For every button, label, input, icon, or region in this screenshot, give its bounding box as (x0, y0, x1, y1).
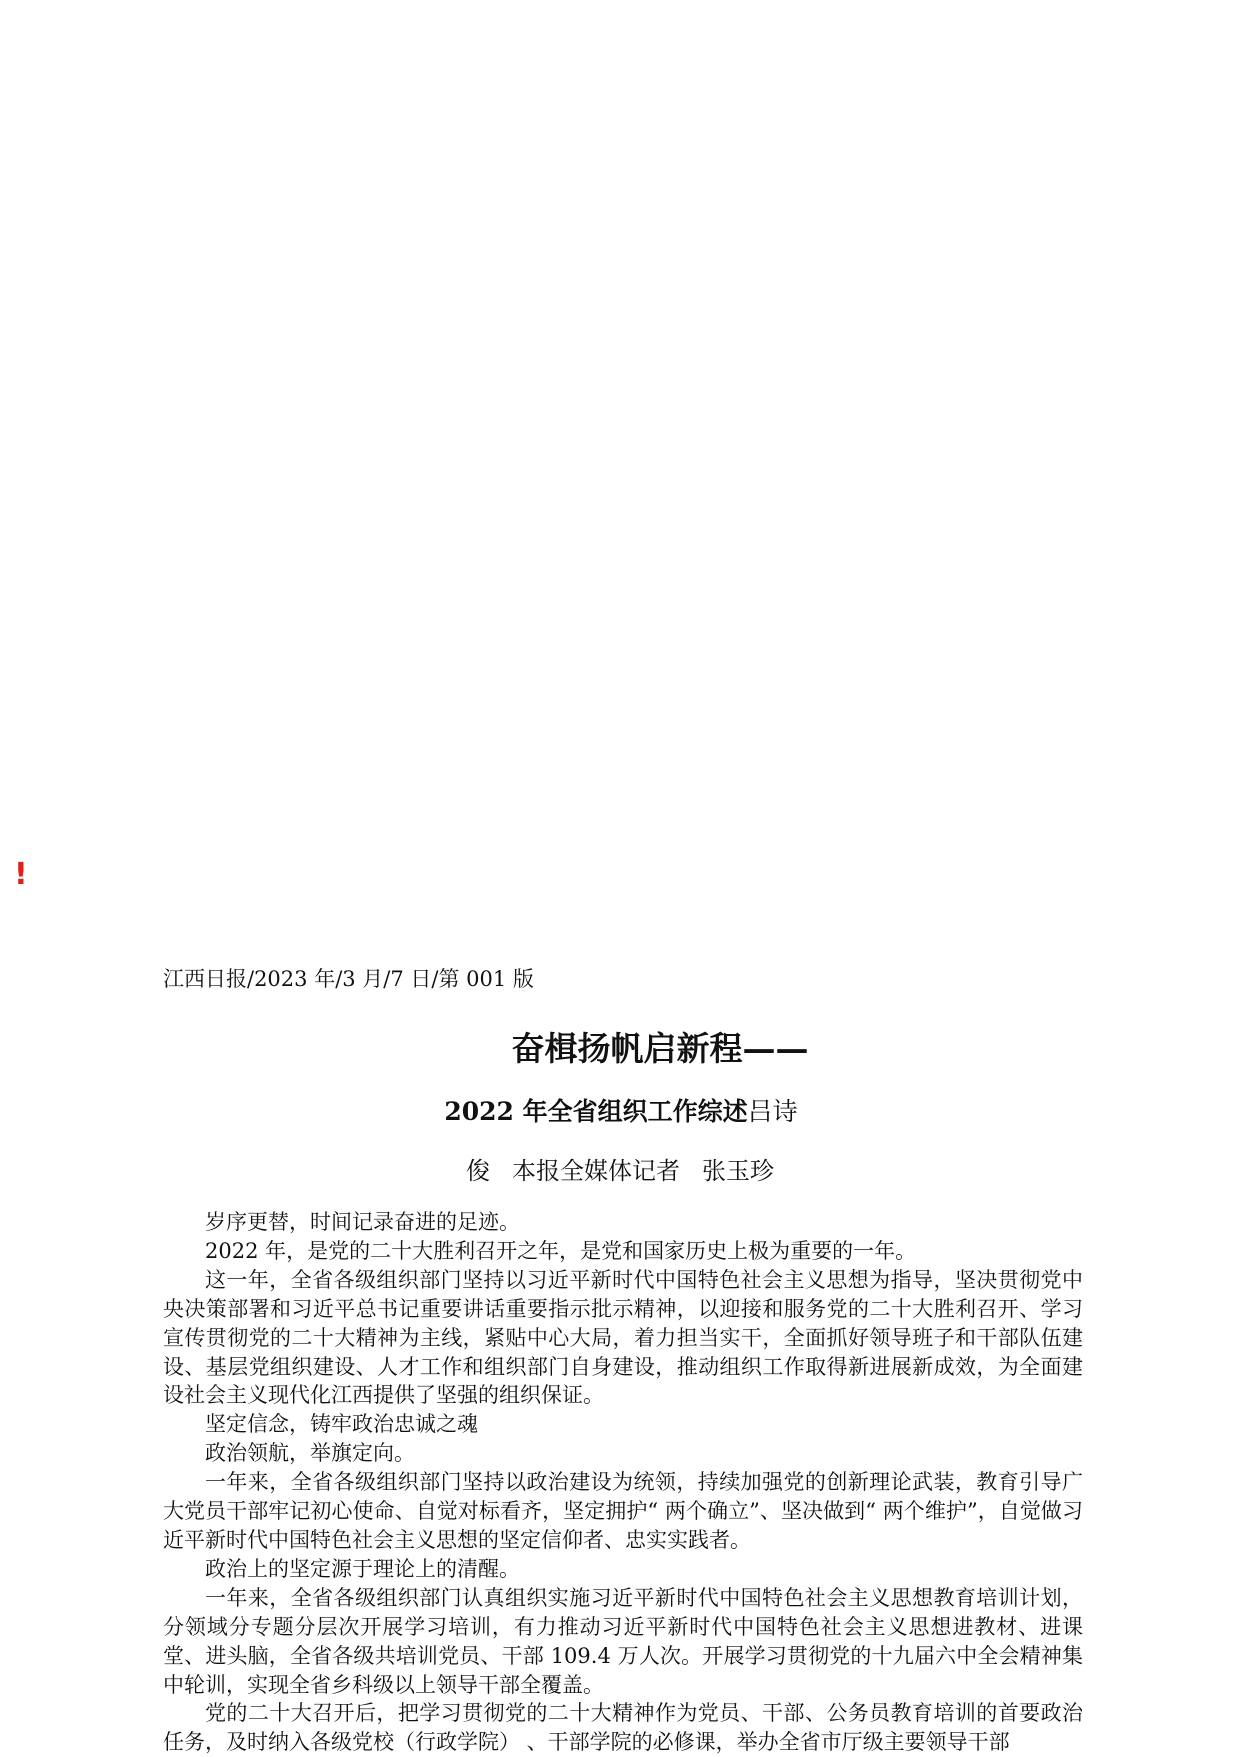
headline-main: 奋楫扬帆启新程—— (511, 1029, 809, 1068)
byline-part-2: 本报全媒体记者 (512, 1157, 680, 1185)
paragraph: 2022 年，是党的二十大胜利召开之年，是党和国家历史上极为重要的一年。 (205, 1238, 917, 1263)
paragraph: 一年来，全省各级组织部门认真组织实施习近平新时代中国特色社会主义思想教育培训计划，分领域分专题分层次开展学习培训，有力推动习近平新时代中国特色社会主义思想进教材、进课堂、进头脑，全省各级共培训党员、干部 109.4 万人次。开展学习贯彻党的十九届六中全会精神集中轮训，实现全省乡科级以上领导干部全覆盖。 (163, 1585, 1083, 1697)
article-body (163, 1208, 1083, 1757)
paragraph: 政治领航，举旗定向。 (205, 1441, 415, 1466)
paragraph: 政治上的坚定源于理论上的清醒。 (205, 1556, 520, 1581)
headline-sub (0, 1094, 1240, 1130)
byline-part-3: 张玉珍 (702, 1157, 774, 1185)
section-heading: 坚定信念，铸牢政治忠诚之魂 (205, 1412, 478, 1437)
paragraph: 一年来，全省各级组织部门坚持以政治建设为统领，持续加强党的创新理论武装，教育引导广大党员干部牢记初心使命、自觉对标看齐，坚定拥护“ 两个确立”、坚决做到“ 两个维护”，自觉做习近平新时代中国特色社会主义思想的坚定信仰者、忠实实践者。 (163, 1470, 1083, 1552)
headline-sub-tail: 吕诗 (747, 1097, 798, 1126)
dateline: 江西日报/2023 年/3 月/7 日/第 001 版 (163, 967, 534, 991)
paragraph: 这一年，全省各级组织部门坚持以习近平新时代中国特色社会主义思想为指导，坚决贯彻党中央决策部署和习近平总书记重要讲话重要指示批示精神，以迎接和服务党的二十大胜利召开、学习宣传贯彻党的二十大精神为主线，紧贴中心大局，着力担当实干，全面抓好领导班子和干部队伍建设、基层党组织建设、人才工作和组织部门自身建设，推动组织工作取得新进展新成效，为全面建设社会主义现代化江西提供了坚强的组织保证。 (163, 1267, 1083, 1408)
byline-part-1: 俊 (466, 1157, 490, 1185)
paragraph: 党的二十大召开后，把学习贯彻党的二十大精神作为党员、干部、公务员教育培训的首要政治任务，及时纳入各级党校（行政学院） 、干部学院的必修课，举办全省市厅级主要领导干部 (163, 1701, 1083, 1755)
headline-sub-bold: 2022 年全省组织工作综述 (444, 1097, 748, 1126)
byline (0, 1154, 1240, 1188)
red-exclamation-mark: ! (14, 857, 28, 892)
paragraph: 岁序更替，时间记录奋进的足迹。 (205, 1210, 520, 1234)
